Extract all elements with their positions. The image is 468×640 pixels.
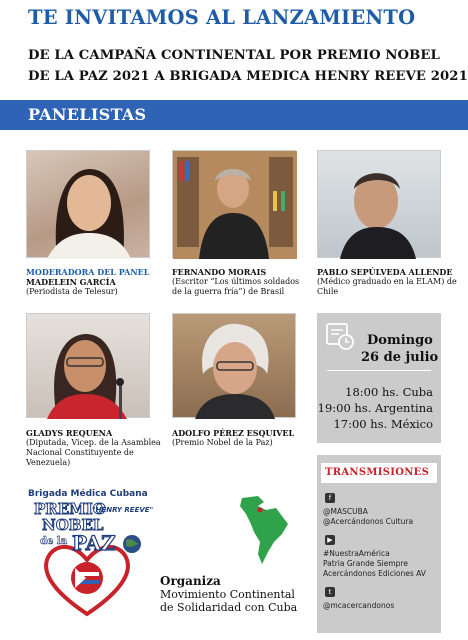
panelist-desc-4: (Diputada, Vicep. de la Asamblea Nacional Constituyente de Venezuela) [26, 438, 161, 467]
panelist-name-1: MADELEIN GARCÍA [26, 277, 116, 287]
logo-line-1: Brigada Médica Cubana [28, 489, 148, 499]
panelist-caption-2 [172, 267, 310, 297]
panelist-desc-1: (Periodista de Telesur) [26, 287, 118, 296]
panelist-photo-3 [317, 150, 441, 258]
page-title: TE INVITAMOS AL LANZAMIENTO [28, 6, 416, 29]
calendar-clock-icon [325, 321, 355, 351]
panelist-name-2: FERNANDO MORAIS [172, 267, 267, 277]
facebook-handle-1[interactable]: @MASCUBA [323, 507, 368, 516]
panelist-desc-3: (Médico graduado en la ELAM) de Chile [317, 277, 457, 296]
logo-line-3: NOBEL [42, 516, 104, 534]
panelist-desc-5: (Premio Nobel de la Paz) [172, 438, 273, 447]
panelistas-band [0, 100, 468, 130]
panelist-photo-4 [26, 313, 150, 418]
youtube-icon: ▶ [325, 535, 335, 545]
facebook-icon: f [325, 493, 335, 503]
panelist-desc-2: (Escritor “Los últimos soldados de la guerra fría”) de Brasil [172, 277, 300, 296]
panelist-caption-4 [26, 428, 166, 468]
subtitle-line-2: DE LA PAZ 2021 A BRIGADA MEDICA HENRY REEVE 2021 [28, 69, 468, 84]
divider [327, 370, 431, 371]
transmisiones-box [317, 455, 441, 633]
event-day: Domingo [367, 333, 433, 348]
organizer-line-2: de Solidaridad con Cuba [160, 601, 298, 614]
event-date: 26 de julio [361, 350, 439, 365]
twitter-handle[interactable]: @mcacercandonos [323, 601, 395, 610]
logo-line-5: PAZ [72, 531, 116, 555]
premio-nobel-logo [28, 488, 154, 618]
panelist-name-4: GLADYS REQUENA [26, 428, 113, 438]
latin-america-map-icon [236, 494, 290, 568]
panelist-caption-5 [172, 428, 312, 448]
panelist-name-3: PABLO SEPÚLVEDA ALLENDE [317, 267, 453, 277]
twitter-icon: t [325, 587, 335, 597]
time-argentina: 19:00 hs. Argentina [317, 401, 433, 415]
organizer-line-1: Movimiento Continental [160, 588, 295, 601]
schedule-box [317, 313, 441, 443]
panelist-caption-1 [26, 267, 166, 297]
panelist-name-5: ADOLFO PÉREZ ESQUIVEL [172, 428, 295, 438]
youtube-line-3[interactable]: Acercándonos Ediciones AV [323, 569, 426, 578]
transmisiones-header [321, 463, 437, 483]
youtube-line-2[interactable]: Patria Grande Siempre [323, 559, 408, 568]
organizer-block [160, 575, 297, 614]
organiza-label: Organiza [160, 574, 221, 588]
subtitle-line-1: DE LA CAMPAÑA CONTINENTAL POR PREMIO NOBEL [28, 48, 440, 63]
panelist-caption-3 [317, 267, 457, 297]
time-mexico: 17:00 hs. México [333, 417, 433, 431]
moderator-role: MODERADORA DEL PANEL [26, 267, 150, 277]
time-cuba: 18:00 hs. Cuba [345, 385, 433, 399]
panelist-photo-5 [172, 313, 296, 418]
facebook-handle-2[interactable]: @Acercándonos Cultura [323, 517, 414, 526]
logo-line-4: de la [40, 536, 68, 547]
youtube-line-1[interactable]: #NuestraAmérica [323, 549, 390, 558]
transmisiones-title: TRANSMISIONES [325, 467, 430, 478]
panelist-photo-2 [172, 150, 296, 258]
panelist-photo-1 [26, 150, 150, 258]
logo-tag: "HENRY REEVE" [92, 506, 154, 514]
section-label: PANELISTAS [28, 105, 147, 124]
logo-line-2: PREMIO [34, 500, 106, 518]
